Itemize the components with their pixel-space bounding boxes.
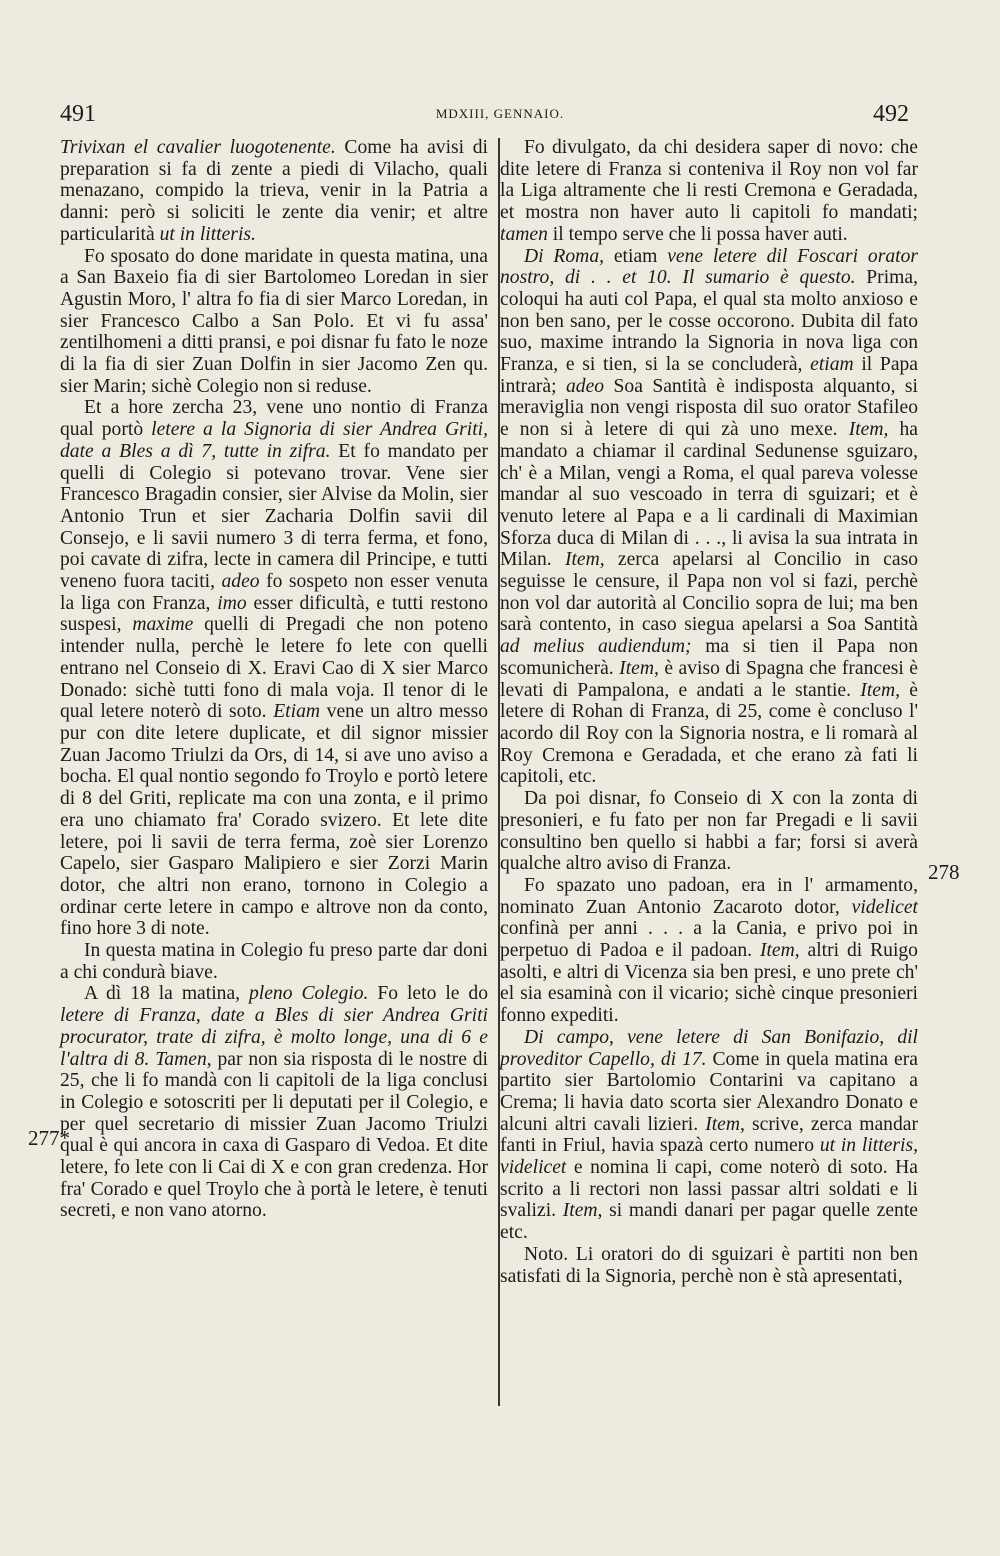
page-number-right: 492 <box>873 101 909 127</box>
left-column <box>60 137 488 1222</box>
paragraph: A dì 18 la matina, pleno Colegio. Fo leto le do letere di Franza, date a Bles di sier Andrea Griti procurator, trate di zifra, è molto longe, una di 6 e l'altra di 8. Tamen, par non sia risposta di le nostre di 25, che li fo mandà con li capitoli de la liga conclusi in Colegio e sotoscriti per li deputati per il Colegio, e per quel secretario di missier Zuan Jacomo Triulzi qual è qui ancora in caxa di Gasparo di Vedoa. Et dite letere, fo lete con li Cai di X e con gran credenza. Hor fra' Corado e quel Troylo che à portà le letere, è tenuti secreti, e non vano atorno. <box>60 983 488 1222</box>
paragraph: Da poi disnar, fo Conseio di X con la zonta di presonieri, e fu fato per non far Pregadi e li savii consultino ben quello si habbi a far; forsi si averà qualche altro aviso di Franza. <box>500 788 918 875</box>
margin-note-left: 277* <box>28 1126 70 1150</box>
margin-note-right: 278 <box>928 860 960 884</box>
paragraph: Fo sposato do done maridate in questa matina, una a San Baxeio fia di sier Bartolomeo Loredan in sier Agustin Moro, l' altra fo fia di sier Marco Loredan, in sier Francesco Calbo a San Polo. Et vi fu assa' zentilhomeni a ditti pransi, e poi disnar fu fato le noze di la fia di sier Zuan Dolfin in sier Jacomo Zen qu. sier Marin; sichè Colegio non si reduse. <box>60 245 488 397</box>
paragraph: Et a hore zercha 23, vene uno nontio di Franza qual portò letere a la Signoria di sier Andrea Griti, date a Bles a dì 7, tutte in zifra. Et fo mandato per quelli di Colegio si potevano trovar. Vene sier Francesco Bragadin consier, sier Alvise da Molin, sier Antonio Trun et sier Zacharia Dolfin savii dil Consejo, e li savii numero 3 di terra ferma, et fono, poi cavate di zifra, lecte in camera dil Principe, e tutti veneno fuora taciti, adeo fo sospeto non esser venuta la liga con Franza, imo esser dificultà, e tutti restono suspesi, maxime quelli di Pregadi che non poteno intender nulla, perchè le letere fo lete con quelli entrano nel Conseio di X. Eravi Cao di X sier Marco Donado: sichè tutti fono di mala voja. Il tenor di le qual letere noterò di soto. Etiam vene un altro messo pur con dite letere duplicate, et dil signor missier Zuan Jacomo Triulzi da Ors, di 14, si ave uno aviso a bocha. El qual nontio segondo fo Troylo e portò letere di 8 del Griti, replicate ma con una zonta, e il primo era uno chiamato fra' Corado svizero. Et lete dite letere, poi li savii de terra ferma, zoè sier Lorenzo Capelo, sier Gasparo Malipiero e sier Zorzi Marin dotor, che altri non erano, tornono in Colegio a ordinar certe letere in campo e altrove non da conto, fino hore 3 di note. <box>60 397 489 940</box>
paragraph: In questa matina in Colegio fu preso parte dar doni a chi condurà biave. <box>60 940 488 983</box>
paragraph: Di campo, vene letere di San Bonifazio, dil proveditor Capello, di 17. Come in quela matina era partito sier Bartolomio Contarini va capitano a Crema; li havia dato scorta sier Alexandro Donato e alcuni altri cavali lizieri. Item, scrive, zerca mandar fanti in Friul, havia spazà certo numero ut in litteris, videlicet e nomina li capi, come noterò di soto. Ha scrito a li rectori non lassi passar altri soldati e li svalizi. Item, si mandi danari per pagar quelle zente etc. <box>500 1026 918 1244</box>
paragraph: Trivixan el cavalier luogotenente. Come ha avisi di preparation si fa di zente a piedi di Vilacho, quali menazano, compido la trieva, venir in la Patria a danni: però si soliciti le zente dia venir; et altre particularità ut in litteris. <box>60 137 488 245</box>
paragraph: Noto. Li oratori do di sguizari è partiti non ben satisfati di la Signoria, perchè non è stà apresentati, <box>500 1243 918 1287</box>
right-column <box>500 137 918 1287</box>
paragraph: Fo divulgato, da chi desidera saper di novo: che dite letere di Franza si conteniva il Roy non vol far la Liga altramente che li resti Cremona e Geradada, et mostra non haver auto li capitoli fo mandati; tamen il tempo serve che li possa haver auti. <box>500 137 918 245</box>
paragraph: Di Roma, etiam vene letere dil Foscari orator nostro, di . . et 10. Il sumario è questo. Prima, coloqui ha auti col Papa, el qual sta molto anxioso e non ben sano, per le cosse occorono. Dubita dil fato suo, maxime intrando la Signoria in nova liga con Franza, e si tien, si la se concluderà, etiam il Papa intrarà; adeo Soa Santità è indisposta alquanto, si meraviglia non vengi risposta dil suo orator Stafileo e non si à letere di qui zà uno mexe. Item, ha mandato a chiamar il cardinal Sedunense sguizaro, ch' è a Milan, vengi a Roma, el qual pareva volesse mandar al suo vescoado in terra di sguizari; et è venuto letere al Papa e a li cardinali di Maximian Sforza duca di Milan di . . ., li avisa la sua intrata in Milan. Item, zerca apelarsi al Concilio in caso seguisse le censure, il Papa non vol si fazi, perchè non vol dar autorità al Concilio sopra de lui; ma ben sarà contento, in caso siegua apelarsi a Soa Santità ad melius audiendum; ma si tien il Papa non scomunicherà. Item, è aviso di Spagna che francesi è levati di Pampalona, e andati a le stantie. Item, è letere di Rohan di Franza, di 25, come è concluso l' acordo dil Roy con la Signoria nostra, e li romarà al Roy Cremona e Geradada, et che erano zà fati li capitoli, etc. <box>500 245 919 788</box>
page-number-left: 491 <box>60 101 96 127</box>
running-title: MDXIII, GENNAIO. <box>435 106 565 121</box>
paragraph: Fo spazato uno padoan, era in l' armamento, nominato Zuan Antonio Zacaroto dotor, videlicet confinà per anni . . . a la Cania, e privo poi in perpetuo di Padoa e il padoan. Item, altri di Ruigo asolti, e altri di Vicenza sia ben presi, e uno prete ch' el sia esaminà con il vicario; sichè cinque presonieri fonno expediti. <box>500 874 918 1027</box>
